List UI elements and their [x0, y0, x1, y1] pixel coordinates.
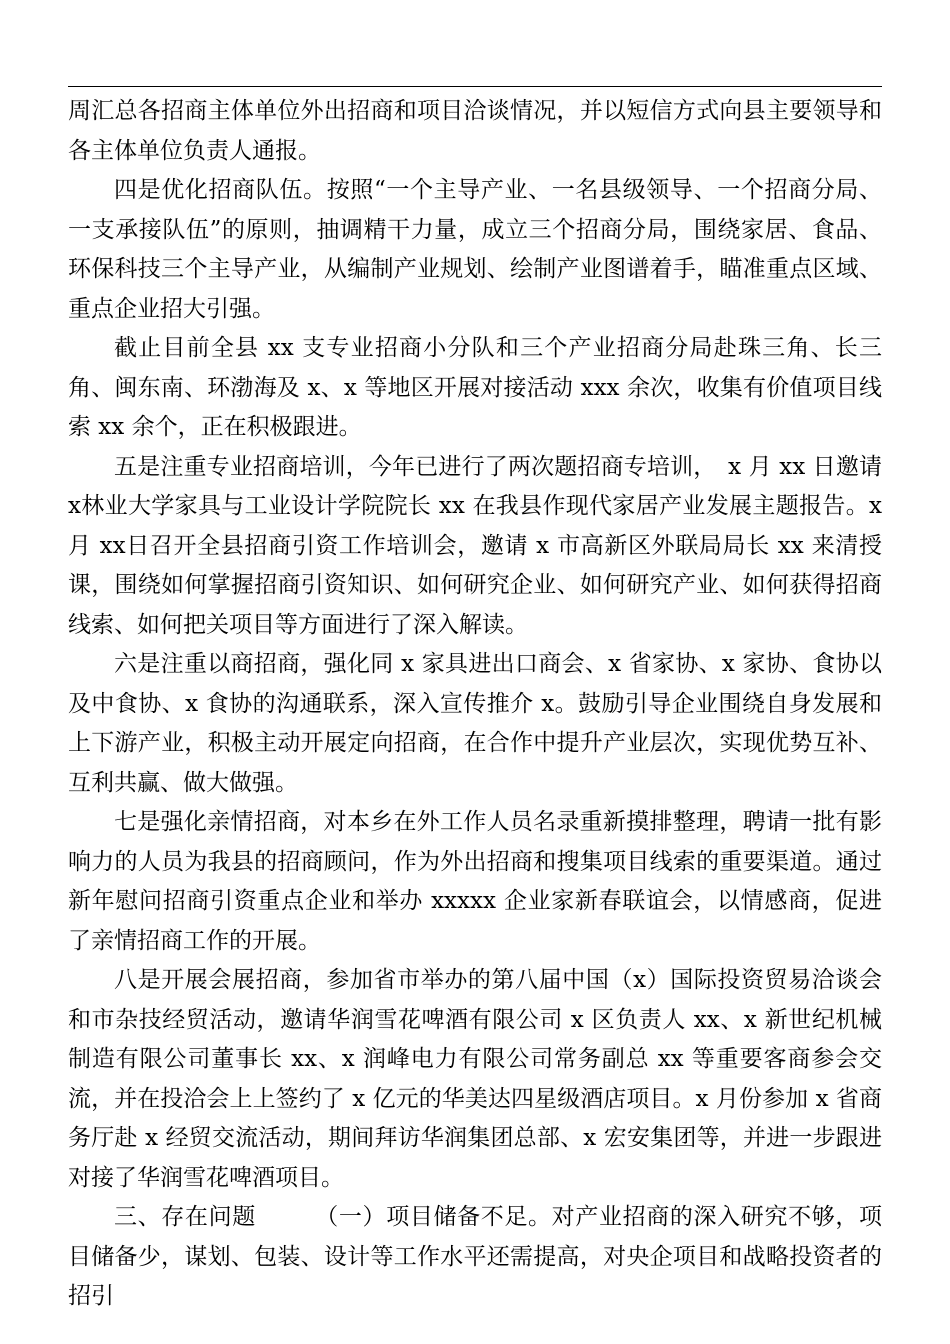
text-line: 支承接队伍”的原则，抽调精干力量，成立三个招商分局，围绕家居、食品、环保: [68, 216, 883, 282]
text-line: 会上上签约了 x 亿元的华美达四星级酒店项目。x 月份参加 x 省商务厅赴 x 经贸交流: [68, 1085, 882, 1151]
paragraph: [68, 448, 882, 646]
paragraph: [68, 92, 882, 171]
text-line: 截止目前全县 xx 支专业招商小分队和三个产业招商分局赴珠三角、长三角、闽: [68, 335, 882, 401]
text-line: 慰问招商引资重点企业和举办 xxxxx 企业家新春联谊会，以情感商，促进了亲情招: [68, 888, 883, 954]
text-line: 储备少，谋划、包装、设计等工作水平还需提高，对央企项目和战略投资者的招引: [68, 1243, 883, 1309]
text-line: 市杂技经贸活动，邀请华润雪花啤酒有限公司 x 区负责人 xx、x 新世纪机械制造有: [68, 1006, 882, 1072]
text-line: 六是注重以商招商，强化同 x 家具进出口商会、x 省家协、x 家协、食协以及中: [68, 651, 882, 717]
text-line: 科技三个主导产业，从编制产业规划、绘制产业图谱着手，瞄准重点区域、重点企: [68, 256, 883, 322]
text-line: 四是优化招商队伍。按照“一个主导产业、一名县级领导、一个招商分局、一: [68, 177, 882, 243]
text-line: 商工作的开展。: [160, 927, 321, 954]
text-line: 周汇总各招商主体单位外出招商和项目洽谈情况，并以短信方式向县主要领导和各: [68, 98, 882, 164]
text-line: 东南、环渤海及 x、x 等地区开展对接活动 xxx 余次，收集有价值项目线索 xx 余个，: [68, 374, 882, 440]
text-line: 日召开全县招商引资工作培训会，邀请 x 市高新区外联局局长 xx 来清授课，围绕如: [68, 532, 882, 598]
text-line: 何掌握招商引资知识、如何研究企业、如何研究产业、如何获得招商线索、如何把: [68, 572, 883, 638]
header-rule: [68, 86, 882, 87]
paragraph: [68, 645, 882, 803]
text-line: 限公司董事长 xx、x 润峰电力有限公司常务副总 xx 等重要客商参会交流，并在投洽: [68, 1046, 882, 1112]
text-line: 关项目等方面进行了深入解读。: [206, 611, 528, 638]
text-line: 业招大引强。: [137, 295, 275, 322]
text-line: 力的人员为我县的招商顾问，作为外出招商和搜集项目线索的重要渠道。通过新年: [68, 848, 883, 914]
paragraph: [68, 329, 882, 448]
text-line: 三、存在问题 （一）项目储备不足。对产业招商的深入研究不够，项目: [68, 1204, 882, 1270]
text-line: 业，积极主动开展定向招商，在合作中提升产业层次，实现优势互补、互利共赢、: [68, 730, 883, 796]
text-line: 活动，期间拜访华润集团总部、x 宏安集团等，并进一步跟进对接了华润雪花啤酒: [68, 1125, 882, 1191]
text-line: 主体单位负责人通报。: [91, 137, 321, 164]
text-line: 正在积极跟进。: [200, 414, 362, 440]
paragraph: [68, 961, 882, 1198]
text-line: 林业大学家具与工业设计学院院长 xx 在我县作现代家居产业发展主题报告。x 月 xx: [68, 493, 882, 559]
paragraph: [68, 803, 882, 961]
paragraph: [68, 171, 882, 329]
document-body: [68, 92, 882, 1317]
text-line: 五是注重专业招商培训，今年已进行了两次题招商专培训， x 月 xx 日邀请 x: [68, 453, 882, 519]
text-line: 项目。: [275, 1164, 344, 1191]
text-line: 食协、x 食协的沟通联系，深入宣传推介 x。鼓励引导企业围绕自身发展和上下游产: [68, 690, 882, 756]
paragraph: [68, 1198, 882, 1317]
text-line: 八是开展会展招商，参加省市举办的第八届中国（x）国际投资贸易洽谈会和: [68, 967, 882, 1033]
text-line: 七是强化亲情招商，对本乡在外工作人员名录重新摸排整理，聘请一批有影响: [68, 809, 882, 875]
text-line: 做大做强。: [183, 769, 298, 796]
